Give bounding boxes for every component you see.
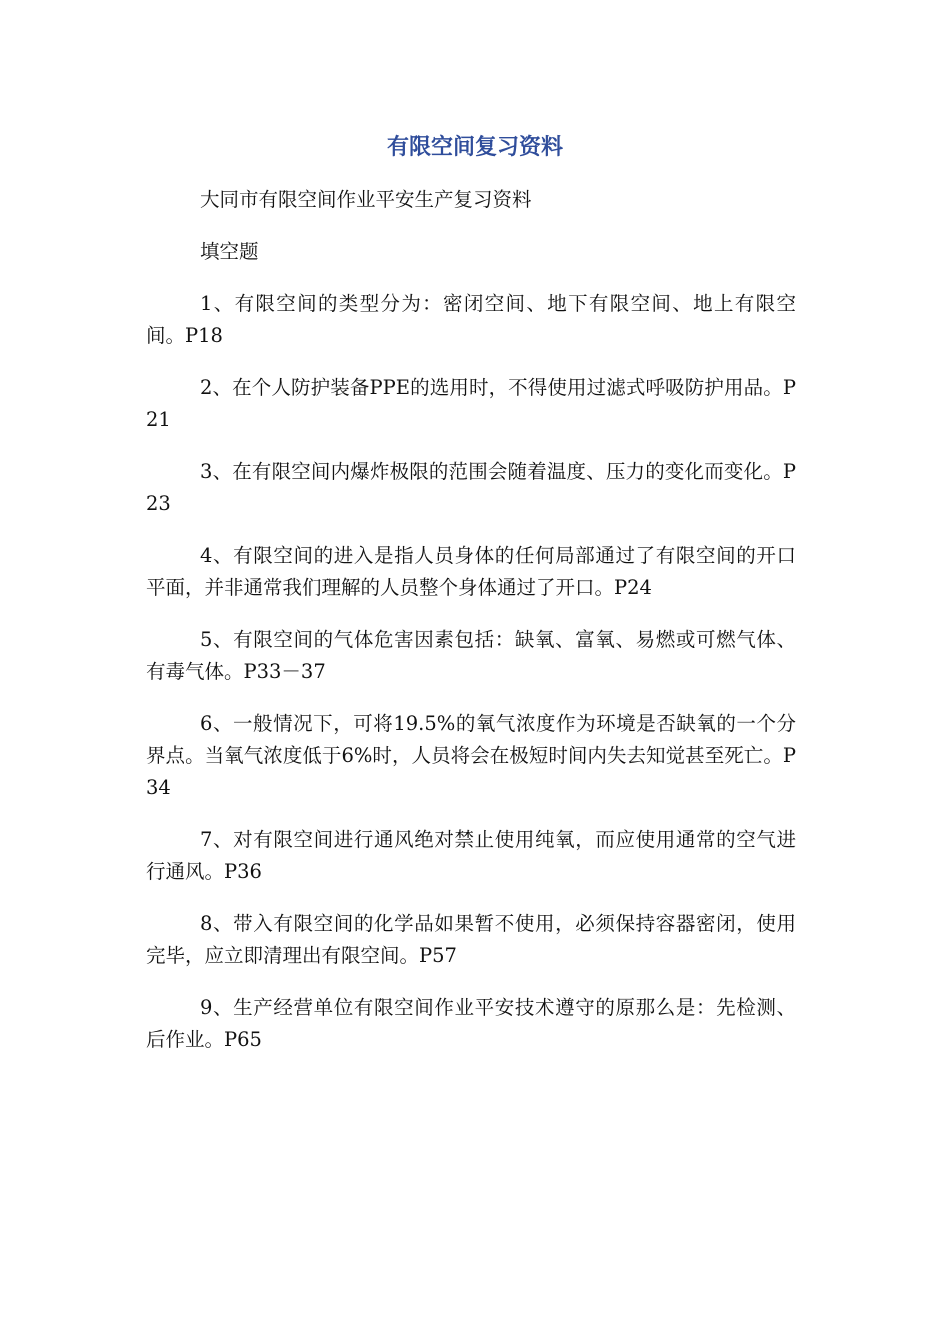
section-heading: 填空题 — [200, 240, 259, 263]
question-item-3: 3、在有限空间内爆炸极限的范围会随着温度、压力的变化而变化。P23 — [146, 460, 796, 515]
question-item-4: 4、有限空间的进入是指人员身体的任何局部通过了有限空间的开口平面，并非通常我们理解的人员整个身体通过了开口。P24 — [146, 544, 796, 599]
question-item-2: 2、在个人防护装备PPE的选用时，不得使用过滤式呼吸防护用品。P21 — [146, 376, 796, 431]
question-item-1: 1、有限空间的类型分为：密闭空间、地下有限空间、地上有限空间。P18 — [146, 292, 796, 347]
document-title: 有限空间复习资料 — [386, 135, 563, 160]
question-item-6: 6、一般情况下，可将19.5%的氧气浓度作为环境是否缺氧的一个分界点。当氧气浓度低于6%时，人员将会在极短时间内失去知觉甚至死亡。P34 — [146, 712, 796, 799]
question-item-7: 7、对有限空间进行通风绝对禁止使用纯氧，而应使用通常的空气进行通风。P36 — [146, 828, 796, 883]
question-item-8: 8、带入有限空间的化学品如果暂不使用，必须保持容器密闭，使用完毕，应立即清理出有限空间。P57 — [146, 912, 796, 967]
question-item-9: 9、生产经营单位有限空间作业平安技术遵守的原那么是：先检测、后作业。P65 — [146, 996, 796, 1051]
question-item-5: 5、有限空间的气体危害因素包括：缺氧、富氧、易燃或可燃气体、有毒气体。P33－37 — [146, 628, 796, 683]
document-subtitle: 大同市有限空间作业平安生产复习资料 — [200, 188, 532, 211]
document-body — [146, 184, 796, 1076]
